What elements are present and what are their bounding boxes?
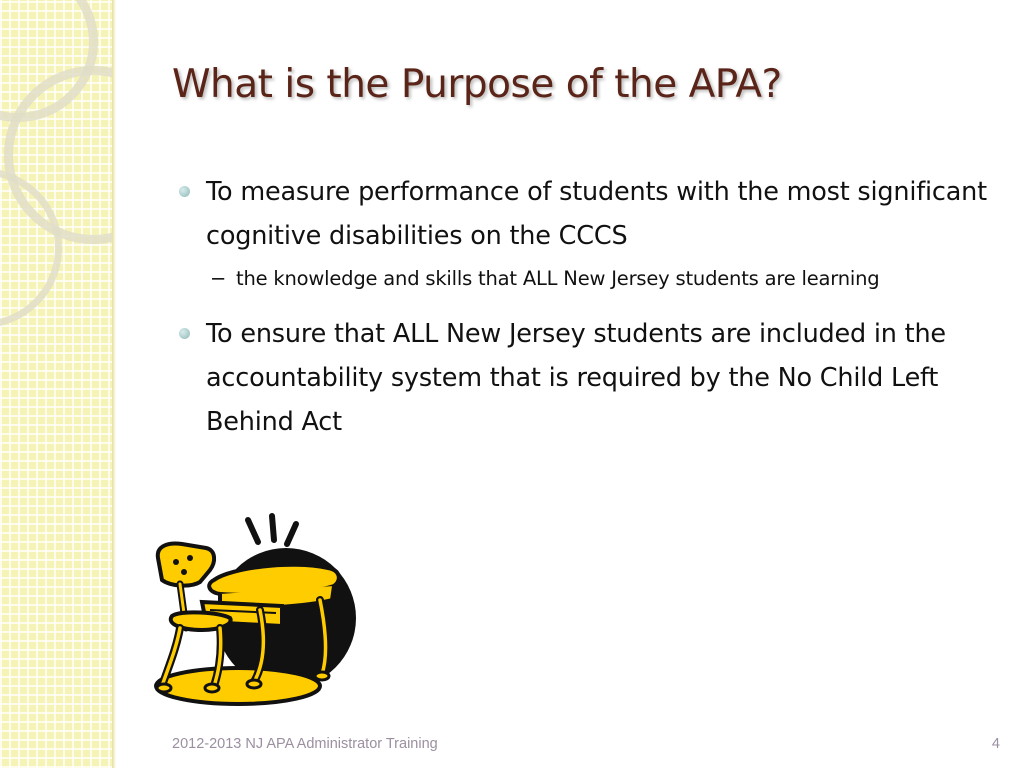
slide-number: 4 bbox=[991, 736, 1000, 752]
band-edge bbox=[112, 0, 116, 768]
bullet-text: To measure performance of students with the most significant cognitive disabilities on the CCCS bbox=[206, 177, 987, 251]
chair-back bbox=[158, 544, 214, 586]
footer-text: 2012-2013 NJ APA Administrator Training bbox=[172, 736, 438, 752]
bullet-dot-icon bbox=[179, 328, 190, 339]
floor-shadow bbox=[156, 668, 320, 704]
sub-bullet-item bbox=[178, 260, 996, 298]
bullet-text: To ensure that ALL New Jersey students are included in the accountability system that is required by the No Child Left Behind Act bbox=[206, 319, 946, 437]
slide-content bbox=[178, 170, 996, 444]
bullet-item bbox=[178, 170, 996, 258]
bullet-item bbox=[178, 312, 996, 444]
bullet-dot-icon bbox=[179, 186, 190, 197]
burst-lines bbox=[248, 516, 296, 544]
decorative-side-band bbox=[0, 0, 112, 768]
school-desk-clipart bbox=[150, 510, 360, 710]
sub-bullet-text: the knowledge and skills that ALL New Jersey students are learning bbox=[236, 267, 880, 290]
slide-title: What is the Purpose of the APA? bbox=[172, 62, 782, 107]
sub-bullet-marker: − bbox=[210, 267, 227, 290]
